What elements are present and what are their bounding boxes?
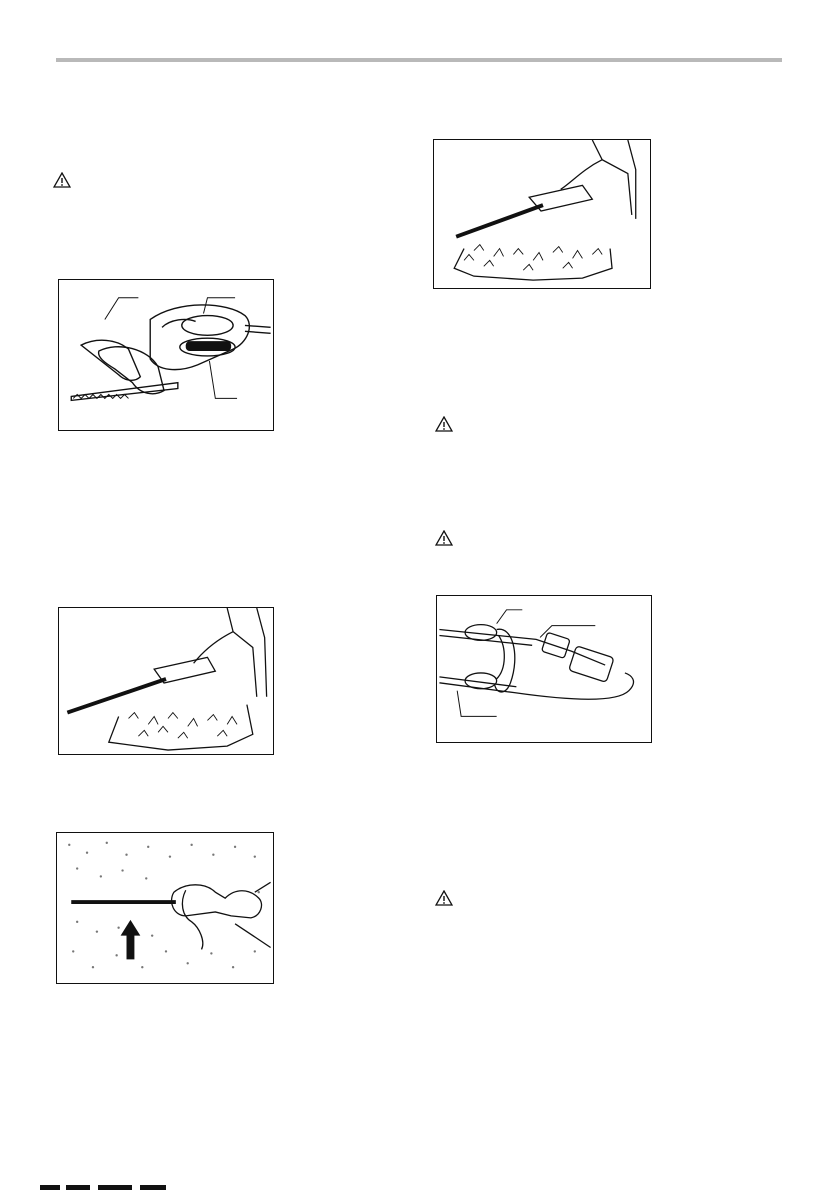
caution-icon [435, 416, 453, 432]
caution-icon [435, 530, 453, 546]
upward-cut-illustration-icon [57, 833, 273, 983]
hedge-trimmer-handles-diagram-icon [59, 280, 273, 430]
upward-cut-figure [56, 832, 274, 984]
cord-hook-diagram-icon [437, 596, 651, 742]
caution-icon [435, 890, 453, 906]
trimming-hedge-side-figure [58, 607, 274, 755]
trimming-hedge-top-illustration-icon [434, 140, 650, 288]
trimming-hedge-side-illustration-icon [59, 608, 273, 754]
trimming-hedge-top-figure [433, 139, 651, 289]
hedge-trimmer-handles-figure [58, 279, 274, 431]
cord-hook-figure [436, 595, 652, 743]
caution-icon [53, 172, 71, 188]
header-rule [56, 58, 782, 62]
footer-marks [40, 1184, 210, 1191]
